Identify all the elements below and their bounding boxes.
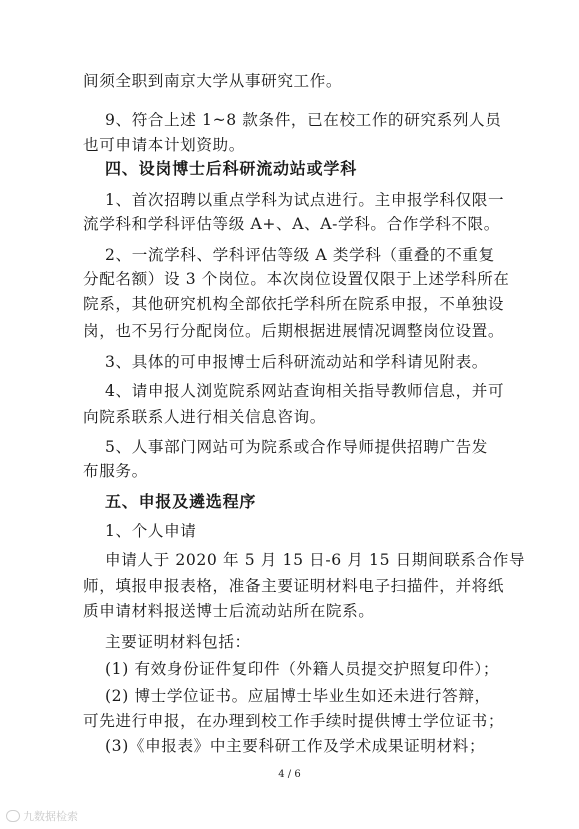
text-line: 2、一流学科、学科评估等级 A 类学科（重叠的不重复 <box>105 246 495 264</box>
text-line: 4、请申报人浏览院系网站查询相关指导教师信息，并可 <box>105 382 505 400</box>
section-heading: 五、申报及遴选程序 <box>105 492 257 511</box>
text-line: 流学科和学科评估等级 A+、A、A-学科。合作学科不限。 <box>83 215 500 233</box>
page-number: 4 / 6 <box>278 769 301 780</box>
watermark <box>6 808 78 824</box>
text-line: (2) 博士学位证书。应届博士毕业生如还未进行答辩， <box>105 687 491 705</box>
text-line: 分配名额）设 3 个岗位。本次岗位设置仅限于上述学科所在 <box>83 270 510 288</box>
text-line: 院系，其他研究机构全部依托学科所在院系申报，不单独设 <box>83 295 505 313</box>
text-line: 间须全职到南京大学从事研究工作。 <box>83 72 343 90</box>
text-line: 质申请材料报送博士后流动站所在院系。 <box>83 602 375 620</box>
text-line: (3)《申报表》中主要科研工作及学术成果证明材料； <box>105 737 486 755</box>
text-line: 师，填报申报表格，准备主要证明材料电子扫描件，并将纸 <box>83 577 505 595</box>
watermark-logo-icon <box>6 810 20 822</box>
text-line: 也可申请本计划资助。 <box>83 136 245 154</box>
section-heading: 四、设岗博士后科研流动站或学科 <box>105 159 358 178</box>
text-line: 9、符合上述 1~8 款条件，已在校工作的研究系列人员 <box>105 111 502 129</box>
text-line: 向院系联系人进行相关信息咨询。 <box>83 408 326 426</box>
text-line: 岗，也不另行分配岗位。后期根据进展情况调整岗位设置。 <box>83 322 505 340</box>
text-line: 1、首次招聘以重点学科为试点进行。主申报学科仅限一 <box>105 191 505 209</box>
text-line: 主要证明材料包括： <box>105 633 251 651</box>
text-line: 布服务。 <box>83 462 148 480</box>
text-line: 可先进行申报，在办理到校工作手续时提供博士学位证书； <box>83 712 505 730</box>
watermark-text: 九数据检索 <box>23 810 78 823</box>
text-line: 3、具体的可申报博士后科研流动站和学科请见附表。 <box>105 353 488 371</box>
text-line: 申请人于 2020 年 5 月 15 日-6 月 15 日期间联系合作导 <box>105 551 526 569</box>
text-line: 5、人事部门网站可为院系或合作导师提供招聘广告发 <box>105 438 488 456</box>
text-line: (1) 有效身份证件复印件（外籍人员提交护照复印件）； <box>105 660 500 678</box>
text-line: 1、个人申请 <box>105 522 197 540</box>
